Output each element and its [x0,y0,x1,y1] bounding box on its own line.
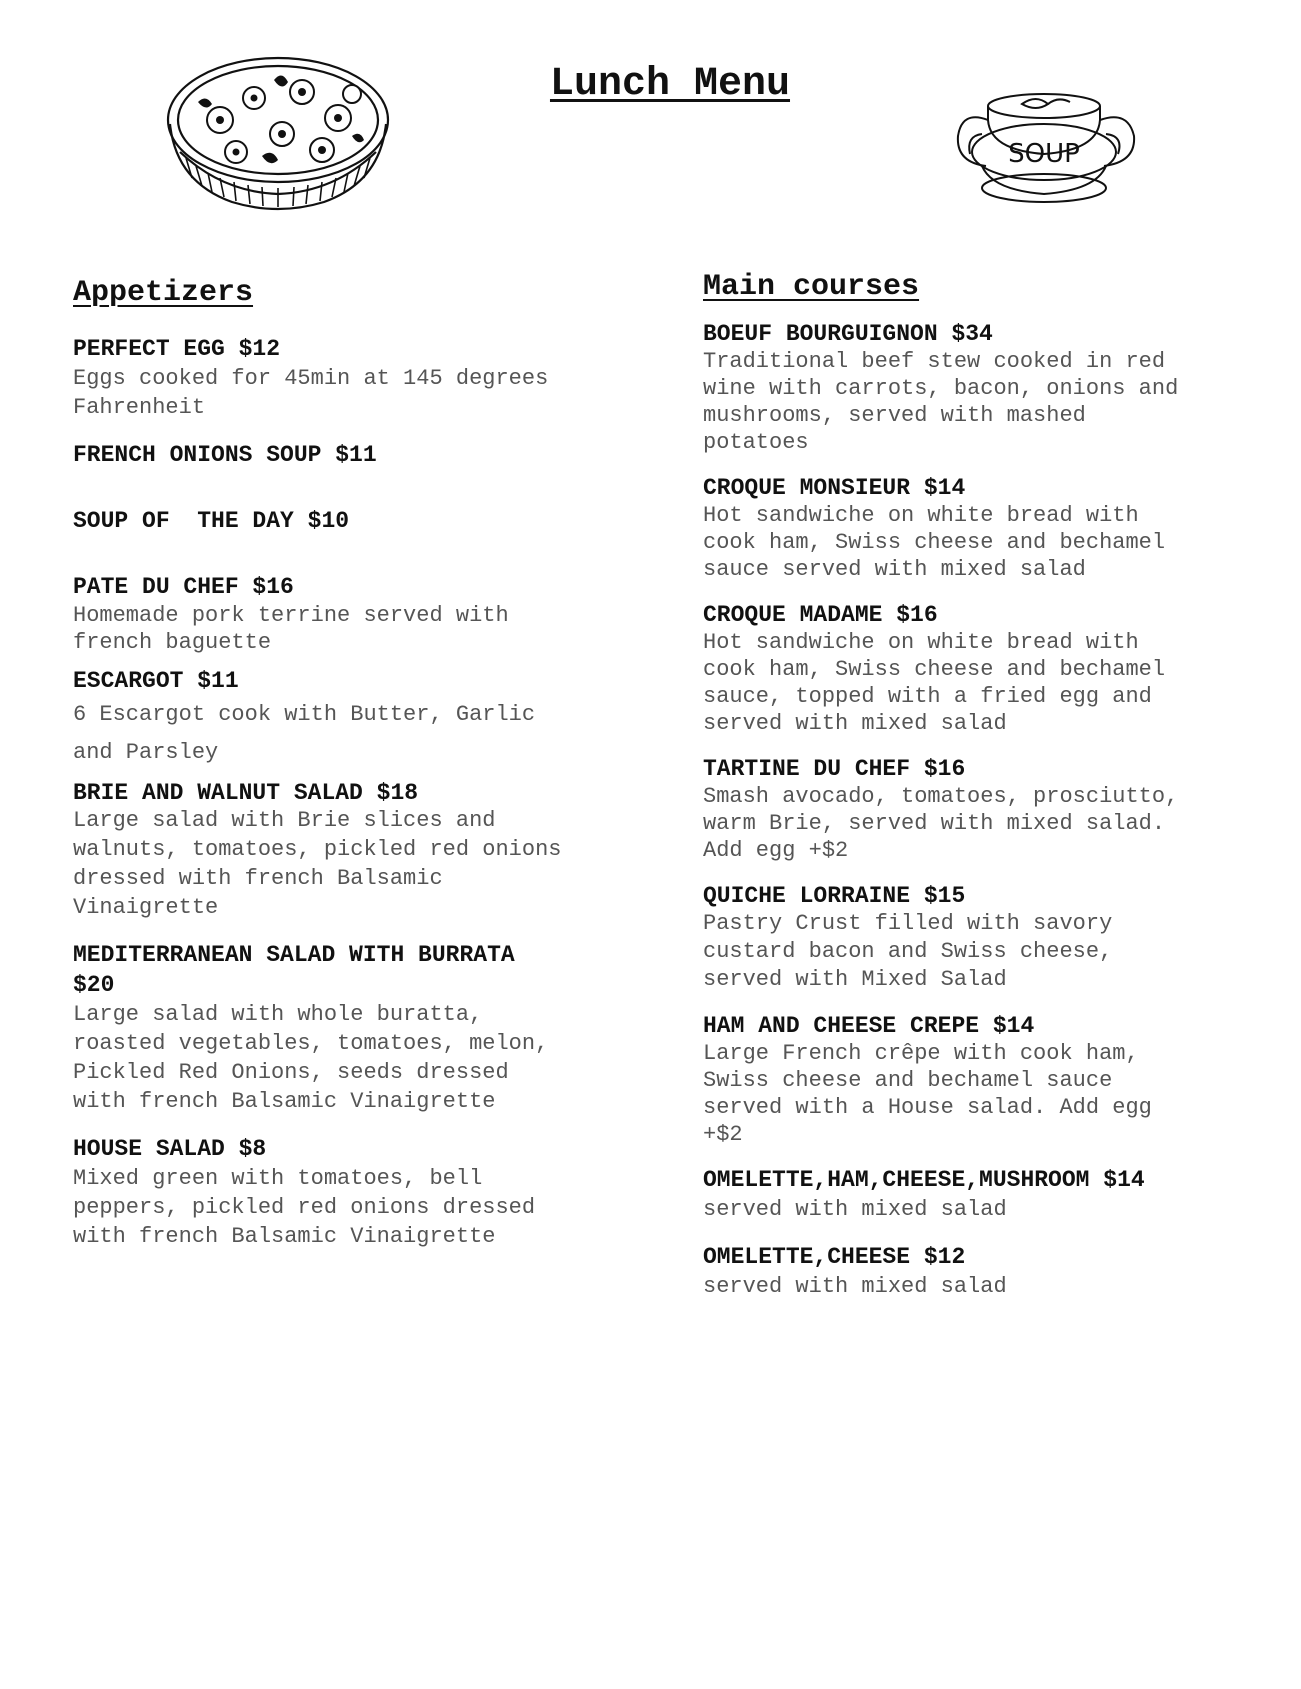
item-name: SOUP OF THE DAY $10 [73,508,350,534]
main-courses-column [703,270,1301,1320]
page-title: Lunch Menu [549,62,791,107]
appetizers-heading: Appetizers [73,276,254,310]
item-description: Homemade pork terrine served with french baguette [73,603,509,655]
item-name: OMELETTE,HAM,CHEESE,MUSHROOM $14 [703,1167,1145,1193]
menu-item [73,1134,653,1251]
item-name: MEDITERRANEAN SALAD WITH BURRATA $20 [73,942,515,998]
item-name: FRENCH ONIONS SOUP $11 [73,442,377,468]
main-courses-heading: Main courses [703,270,920,304]
item-name: BRIE AND WALNUT SALAD $18 [73,780,419,806]
menu-item [703,755,1301,864]
item-name: OMELETTE,CHEESE $12 [703,1244,966,1270]
soup-bowl-illustration [952,90,1140,210]
item-description: Large French crêpe with cook ham, Swiss cheese and bechamel sauce served with a House salad. Add egg +$2 [703,1041,1152,1147]
item-name: HOUSE SALAD $8 [73,1136,267,1162]
item-name: QUICHE LORRAINE $15 [703,883,966,909]
soup-label: SOUP [1008,139,1080,169]
menu-item [703,1166,1301,1225]
menu-item [703,1012,1301,1148]
item-name: TARTINE DU CHEF $16 [703,756,966,782]
menu-item [703,601,1301,737]
menu-item [73,940,653,1116]
menu-item [73,780,653,922]
menu-item [73,334,653,422]
menu-item [73,572,653,656]
item-description: Large salad with Brie slices and walnuts, tomatoes, pickled red onions dressed with french Balsamic Vinaigrette [73,808,562,920]
menu-item [703,474,1301,583]
item-description: served with mixed salad [703,1197,1007,1222]
quiche-illustration [162,52,394,218]
item-description: Large salad with whole buratta, roasted vegetables, tomatoes, melon, Pickled Red Onions, seeds dressed with french Balsamic Vinaigrette [73,1002,549,1114]
item-description: Hot sandwiche on white bread with cook ham, Swiss cheese and bechamel sauce served with mixed salad [703,503,1166,582]
item-description: 6 Escargot cook with Butter, Garlic and Parsley [73,702,536,765]
item-description: Hot sandwiche on white bread with cook ham, Swiss cheese and bechamel sauce, topped with a fried egg and served with mixed salad [703,630,1166,736]
menu-item [73,440,653,470]
menu-item [703,1243,1301,1302]
item-name: CROQUE MADAME $16 [703,602,938,628]
item-name: PATE DU CHEF $16 [73,574,294,600]
item-description: Smash avocado, tomatoes, prosciutto, warm Brie, served with mixed salad. Add egg +$2 [703,784,1179,863]
item-name: BOEUF BOURGUIGNON $34 [703,321,993,347]
item-name: HAM AND CHEESE CREPE $14 [703,1013,1035,1039]
menu-item [73,666,653,772]
item-description: Mixed green with tomatoes, bell peppers, pickled red onions dressed with french Balsamic Vinaigrette [73,1166,536,1249]
item-description: served with mixed salad [703,1274,1007,1299]
item-name: CROQUE MONSIEUR $14 [703,475,966,501]
item-name: ESCARGOT $11 [73,668,239,694]
menu-item [703,320,1301,456]
item-description: Pastry Crust filled with savory custard bacon and Swiss cheese, served with Mixed Salad [703,911,1113,992]
appetizers-column [73,276,653,1269]
item-description: Eggs cooked for 45min at 145 degrees Fahrenheit [73,366,549,420]
item-description: Traditional beef stew cooked in red wine with carrots, bacon, onions and mushrooms, served with mashed potatoes [703,349,1179,455]
menu-item [73,506,653,536]
menu-item [703,882,1301,994]
item-name: PERFECT EGG $12 [73,336,281,362]
